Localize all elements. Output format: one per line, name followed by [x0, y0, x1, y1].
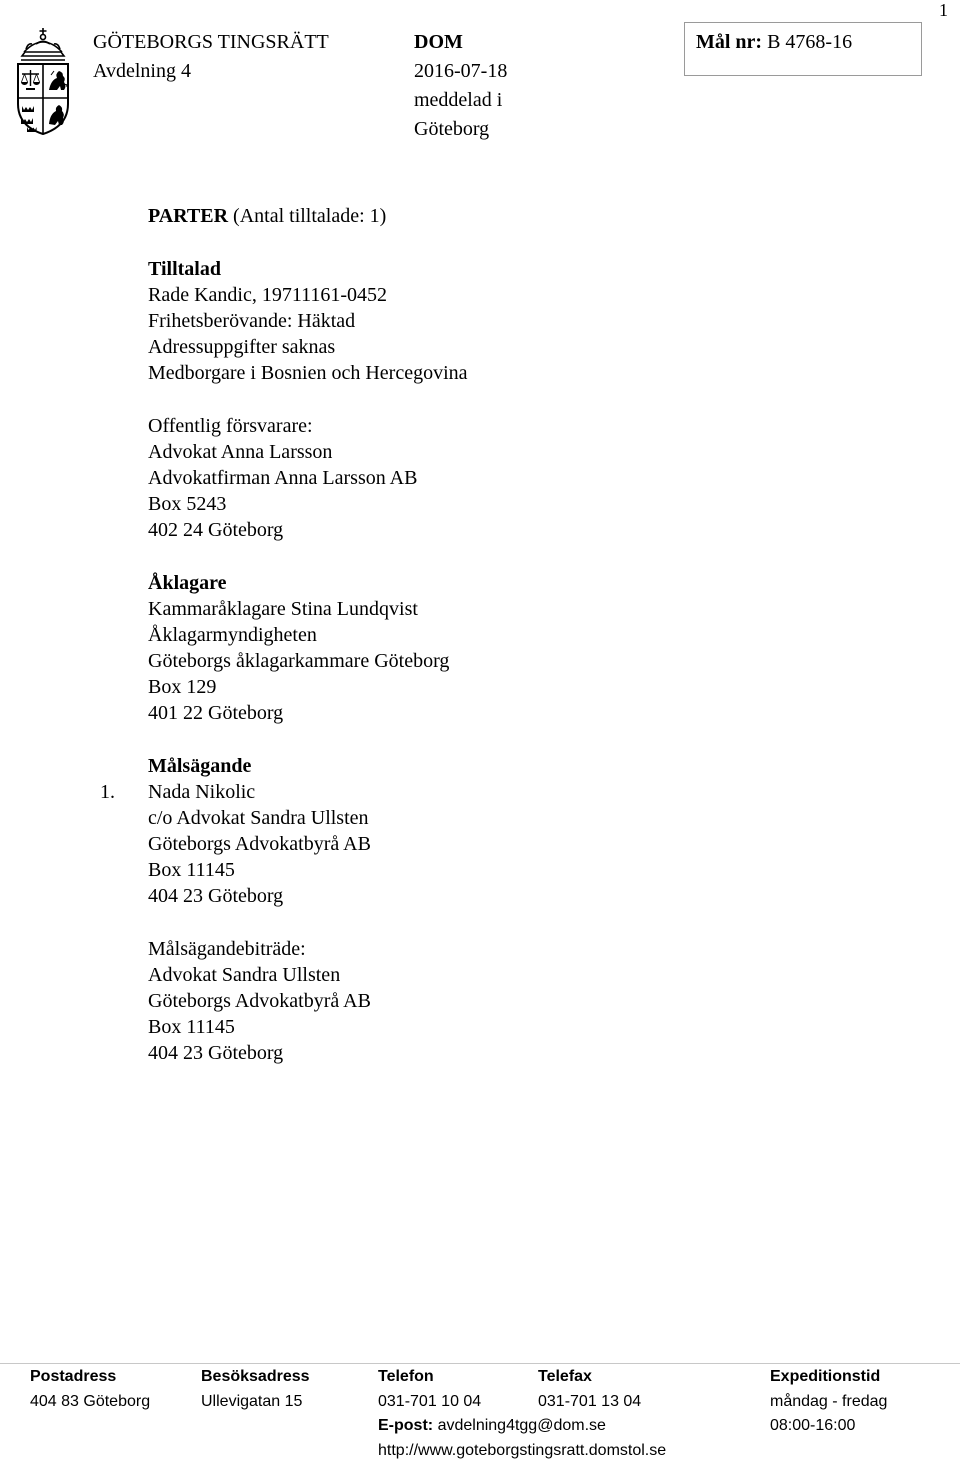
- court-name: GÖTEBORGS TINGSRÄTT: [93, 31, 329, 53]
- defense-counsel-line: Advokatfirman Anna Larsson AB: [148, 467, 418, 489]
- document-header: [414, 28, 507, 144]
- plaintiff-heading: Målsägande: [148, 755, 252, 777]
- plaintiff-counsel-line: 404 23 Göteborg: [148, 1042, 284, 1064]
- footer-phone-value: 031-701 10 04: [378, 1392, 482, 1410]
- footer-email-link[interactable]: avdelning4tgg@dom.se: [437, 1417, 606, 1434]
- coat-of-arms-icon: [12, 26, 74, 138]
- plaintiff-line: c/o Advokat Sandra Ullsten: [148, 807, 369, 829]
- document-type: DOM: [414, 31, 463, 53]
- plaintiff-line: Box 11145: [148, 859, 235, 881]
- footer-visit-label: Besöksadress: [201, 1368, 310, 1385]
- footer-fax-value: 031-701 13 04: [538, 1392, 642, 1410]
- footer-phone-label: Telefon: [378, 1368, 434, 1385]
- footer-visit-value: Ullevigatan 15: [201, 1392, 303, 1410]
- footer-web-link[interactable]: http://www.goteborgstingsratt.domstol.se: [378, 1441, 667, 1459]
- footer-hours-time: 08:00-16:00: [770, 1417, 856, 1434]
- prosecutor-line: Göteborgs åklagarkammare Göteborg: [148, 650, 450, 672]
- court-header: [93, 28, 329, 86]
- prosecutor-line: 401 22 Göteborg: [148, 702, 284, 724]
- issued-in-city: Göteborg: [414, 118, 490, 140]
- page-number: 1: [939, 0, 948, 20]
- footer-fax: [538, 1365, 641, 1414]
- case-number-label: Mål nr:: [696, 31, 763, 53]
- plaintiff-counsel-line: Advokat Sandra Ullsten: [148, 964, 341, 986]
- defense-counsel-line: Box 5243: [148, 493, 227, 515]
- footer-hours-days: måndag - fredag: [770, 1392, 888, 1410]
- plaintiff-number: 1.: [100, 781, 115, 803]
- defendant-line: Rade Kandic, 19711161-0452: [148, 284, 388, 306]
- footer-hours: [770, 1365, 887, 1439]
- footer-postal-value: 404 83 Göteborg: [30, 1392, 151, 1410]
- defense-counsel-line: Advokat Anna Larsson: [148, 441, 333, 463]
- footer-postal: [30, 1365, 150, 1414]
- parties-heading: [148, 203, 386, 229]
- footer-hours-label: Expeditionstid: [770, 1368, 881, 1385]
- case-number: B 4768-16: [767, 31, 853, 53]
- defendant-line: Medborgare i Bosnien och Hercegovina: [148, 362, 468, 384]
- defense-counsel-line: Offentlig försvarare:: [148, 415, 313, 437]
- plaintiff-line: Nada Nikolic: [148, 781, 256, 803]
- plaintiff-counsel-line: Box 11145: [148, 1016, 235, 1038]
- defendant-heading: Tilltalad: [148, 258, 221, 280]
- plaintiff-counsel-line: Målsägandebiträde:: [148, 938, 306, 960]
- footer-postal-label: Postadress: [30, 1368, 117, 1385]
- defendant-line: Adressuppgifter saknas: [148, 336, 336, 358]
- case-number-box: [684, 22, 922, 76]
- issued-in-label: meddelad i: [414, 89, 503, 111]
- footer-email-label: E-post:: [378, 1417, 434, 1434]
- plaintiff-line: Göteborgs Advokatbyrå AB: [148, 833, 371, 855]
- document-date: 2016-07-18: [414, 60, 508, 82]
- parties-heading-title: PARTER: [148, 205, 229, 227]
- prosecutor-line: Åklagarmyndigheten: [148, 624, 317, 646]
- defense-counsel-line: 402 24 Göteborg: [148, 519, 284, 541]
- defendant-line: Frihetsberövande: Häktad: [148, 310, 356, 332]
- plaintiff-line: 404 23 Göteborg: [148, 885, 284, 907]
- prosecutor-line: Kammaråklagare Stina Lundqvist: [148, 598, 418, 620]
- footer-visit: [201, 1365, 310, 1414]
- prosecutor-heading: Åklagare: [148, 572, 227, 594]
- footer-email-row: [378, 1414, 666, 1439]
- plaintiff-counsel-line: Göteborgs Advokatbyrå AB: [148, 990, 371, 1012]
- footer-divider: [0, 1363, 960, 1364]
- court-division: Avdelning 4: [93, 60, 191, 82]
- prosecutor-line: Box 129: [148, 676, 217, 698]
- footer-fax-label: Telefax: [538, 1368, 592, 1385]
- parties-heading-note: (Antal tilltalade: 1): [233, 205, 387, 227]
